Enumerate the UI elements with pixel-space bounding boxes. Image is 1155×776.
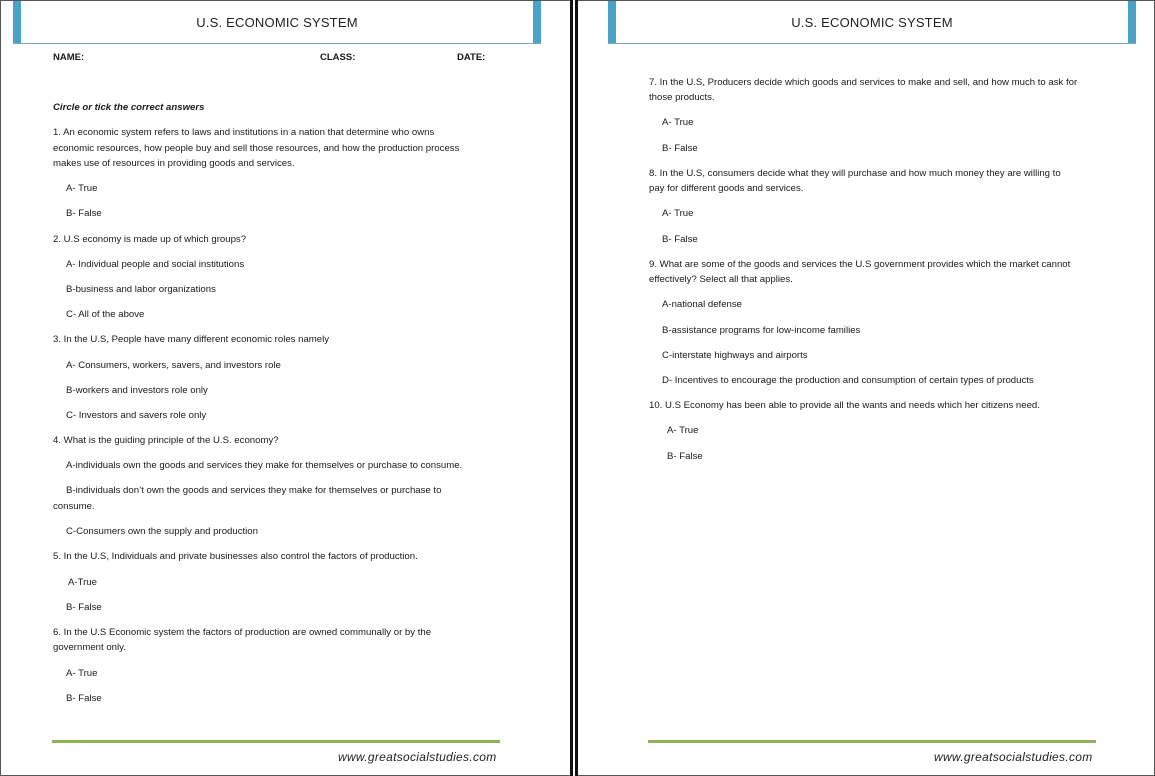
worksheet-page-left bbox=[1, 1, 570, 774]
question-10: 10. U.S Economy has been able to provide all the wants and needs which her citizens need. bbox=[649, 400, 1040, 411]
question-8-line-1: 8. In the U.S, consumers decide what they will purchase and how much money they are willing to bbox=[649, 168, 1061, 179]
question-9-line-2: effectively? Select all that applies. bbox=[649, 274, 793, 285]
page-title: U.S. ECONOMIC SYSTEM bbox=[791, 15, 953, 30]
q2-option-a[interactable]: A- Individual people and social institutions bbox=[66, 259, 245, 270]
question-3: 3. In the U.S, People have many different economic roles namely bbox=[53, 334, 330, 345]
q9-option-d[interactable]: D- Incentives to encourage the production and consumption of certain types of products bbox=[662, 375, 1034, 386]
question-2: 2. U.S economy is made up of which groups? bbox=[53, 234, 247, 245]
page-title: U.S. ECONOMIC SYSTEM bbox=[196, 15, 358, 30]
date-label: DATE: bbox=[457, 52, 486, 63]
q5-option-b[interactable]: B- False bbox=[66, 602, 102, 613]
q9-option-a[interactable]: A-national defense bbox=[662, 299, 743, 310]
q4-option-b-line-2[interactable]: consume. bbox=[53, 501, 95, 512]
question-5: 5. In the U.S, Individuals and private businesses also control the factors of production. bbox=[53, 551, 418, 562]
q5-option-a[interactable]: A-True bbox=[68, 577, 97, 588]
page-header bbox=[608, 1, 1136, 44]
q9-option-c[interactable]: C-interstate highways and airports bbox=[662, 350, 808, 361]
q1-option-a[interactable]: A- True bbox=[66, 183, 98, 194]
class-label: CLASS: bbox=[320, 52, 356, 63]
q3-option-a[interactable]: A- Consumers, workers, savers, and investors role bbox=[66, 360, 281, 371]
q4-option-a[interactable]: A-individuals own the goods and services they make for themselves or purchase to consume. bbox=[66, 460, 463, 471]
footer-rule bbox=[52, 740, 500, 743]
q4-option-c[interactable]: C-Consumers own the supply and production bbox=[66, 526, 258, 537]
q4-option-b-line-1[interactable]: B-individuals don’t own the goods and services they make for themselves or purchase to bbox=[66, 485, 442, 496]
q3-option-b[interactable]: B-workers and investors role only bbox=[66, 385, 208, 396]
q10-option-a[interactable]: A- True bbox=[667, 425, 699, 436]
worksheet-page-right bbox=[578, 1, 1154, 774]
question-1-line-3: makes use of resources in providing goods and services. bbox=[53, 158, 295, 169]
q6-option-a[interactable]: A- True bbox=[66, 668, 98, 679]
q3-option-c[interactable]: C- Investors and savers role only bbox=[66, 410, 207, 421]
name-label: NAME: bbox=[53, 52, 85, 63]
header-accent-right bbox=[1128, 1, 1136, 43]
question-4: 4. What is the guiding principle of the U.S. economy? bbox=[53, 435, 279, 446]
page-divider bbox=[570, 0, 578, 776]
q2-option-b[interactable]: B-business and labor organizations bbox=[66, 284, 216, 295]
question-6-line-2: government only. bbox=[53, 642, 126, 653]
question-8-line-2: pay for different goods and services. bbox=[649, 183, 804, 194]
q6-option-b[interactable]: B- False bbox=[66, 693, 102, 704]
q2-option-c[interactable]: C- All of the above bbox=[66, 309, 145, 320]
q10-option-b[interactable]: B- False bbox=[667, 451, 703, 462]
q9-option-b[interactable]: B-assistance programs for low-income families bbox=[662, 325, 861, 336]
q8-option-a[interactable]: A- True bbox=[662, 208, 694, 219]
question-6-line-1: 6. In the U.S Economic system the factors of production are owned communally or by the bbox=[53, 627, 432, 638]
footer-website: www.greatsocialstudies.com bbox=[934, 750, 1093, 764]
footer-rule bbox=[648, 740, 1096, 743]
footer-website: www.greatsocialstudies.com bbox=[338, 750, 497, 764]
question-7-line-1: 7. In the U.S, Producers decide which goods and services to make and sell, and how much to ask for bbox=[649, 77, 1078, 88]
instructions: Circle or tick the correct answers bbox=[53, 102, 205, 113]
q1-option-b[interactable]: B- False bbox=[66, 208, 102, 219]
question-1-line-1: 1. An economic system refers to laws and institutions in a nation that determine who owns bbox=[53, 127, 435, 138]
q7-option-a[interactable]: A- True bbox=[662, 117, 694, 128]
question-9-line-1: 9. What are some of the goods and services the U.S government provides which the market cannot bbox=[649, 259, 1071, 270]
page-header bbox=[13, 1, 541, 44]
question-1-line-2: economic resources, how people buy and sell those resources, and how the production process bbox=[53, 143, 460, 154]
question-7-line-2: those products. bbox=[649, 92, 715, 103]
q7-option-b[interactable]: B- False bbox=[662, 143, 698, 154]
q8-option-b[interactable]: B- False bbox=[662, 234, 698, 245]
header-accent-right bbox=[533, 1, 541, 43]
